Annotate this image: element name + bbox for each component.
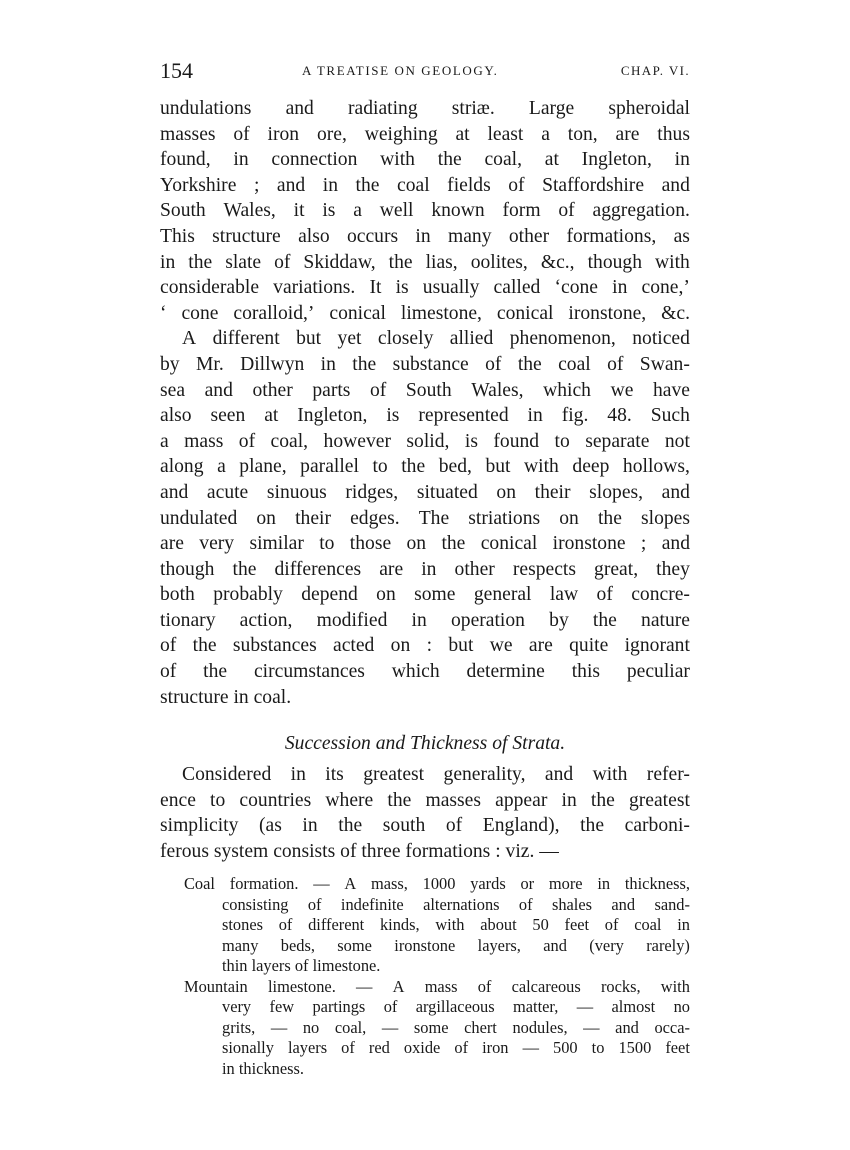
paragraph-3: [160, 762, 690, 864]
page-header: [160, 58, 690, 88]
text-line: also seen at Ingleton, is represented in fig. 48. Such: [160, 405, 690, 427]
chapter-label: CHAP. VI.: [620, 63, 690, 78]
text-line: both probably depend on some general law of concre-: [160, 584, 690, 606]
text-line: undulations and radiating striæ. Large spheroidal: [160, 98, 690, 119]
text-line: considerable variations. It is usually called ‘cone in cone,’: [160, 277, 690, 299]
text-line: tionary action, modified in operation by the nature: [160, 609, 690, 631]
text-line: ‘ cone coralloid,’ conical limestone, conical ironstone, &c.: [160, 302, 690, 324]
text-line: found, in connection with the coal, at Ingleton, in: [160, 149, 690, 171]
text-line: a mass of coal, however solid, is found to separate not: [160, 430, 690, 452]
text-line: sea and other parts of South Wales, which we have: [160, 379, 690, 401]
text-line: very few partings of argillaceous matter, — almost no: [222, 997, 690, 1016]
text-line: A different but yet closely allied phenomenon, noticed: [182, 328, 690, 350]
formation-list: [184, 874, 690, 1079]
text-line: South Wales, it is a well known form of aggregation.: [160, 200, 690, 222]
text-line: sionally layers of red oxide of iron — 500 to 1500 feet: [222, 1038, 690, 1057]
text-line: in the slate of Skiddaw, the lias, oolites, &c., though with: [160, 251, 690, 273]
text-line: ferous system consists of three formations : viz. —: [160, 840, 559, 862]
list-item: [184, 874, 690, 977]
text-line: consisting of indefinite alternations of shales and sand-: [222, 894, 690, 914]
running-title: A TREATISE ON GEOLOGY.: [302, 63, 499, 78]
text-line: though the differences are in other respects great, they: [160, 558, 690, 580]
text-line: Considered in its greatest generality, and with refer-: [182, 764, 690, 785]
text-line: simplicity (as in the south of England), the carboni-: [160, 815, 690, 837]
text-line: masses of iron ore, weighing at least a ton, are thus: [160, 123, 690, 145]
text-line: are very similar to those on the conical ironstone ; and: [160, 533, 690, 555]
paragraph-2: [160, 326, 690, 710]
main-text: [160, 96, 690, 710]
text-line: of the circumstances which determine this peculiar: [160, 661, 690, 683]
text-line: by Mr. Dillwyn in the substance of the coal of Swan-: [160, 353, 690, 375]
text-line: undulated on their edges. The striations on the slopes: [160, 507, 690, 529]
text-line: stones of different kinds, with about 50 feet of coal in: [222, 915, 690, 934]
text-line: Mountain limestone. — A mass of calcareous rocks, with: [184, 976, 690, 996]
section-heading: Succession and Thickness of Strata.: [284, 733, 566, 754]
text-line: and acute sinuous ridges, situated on their slopes, and: [160, 481, 690, 503]
text-line: grits, — no coal, — some chert nodules, — and occa-: [222, 1017, 690, 1037]
text-line: thin layers of limestone.: [222, 956, 381, 975]
text-line: of the substances acted on : but we are quite ignorant: [160, 635, 690, 657]
list-item: [184, 977, 690, 1080]
text-line: in thickness.: [222, 1058, 304, 1078]
page-number: 154: [160, 58, 193, 83]
text-line: Yorkshire ; and in the coal fields of Staffordshire and: [160, 174, 690, 196]
paragraph-1: [160, 96, 690, 326]
text-line: along a plane, parallel to the bed, but with deep hollows,: [160, 456, 690, 478]
text-line: Coal formation. — A mass, 1000 yards or more in thickness,: [184, 874, 690, 893]
text-line: ence to countries where the masses appear in the greatest: [160, 789, 690, 811]
text-line: structure in coal.: [160, 686, 292, 708]
text-line: many beds, some ironstone layers, and (very rarely): [222, 935, 690, 955]
text-line: This structure also occurs in many other formations, as: [160, 225, 690, 247]
